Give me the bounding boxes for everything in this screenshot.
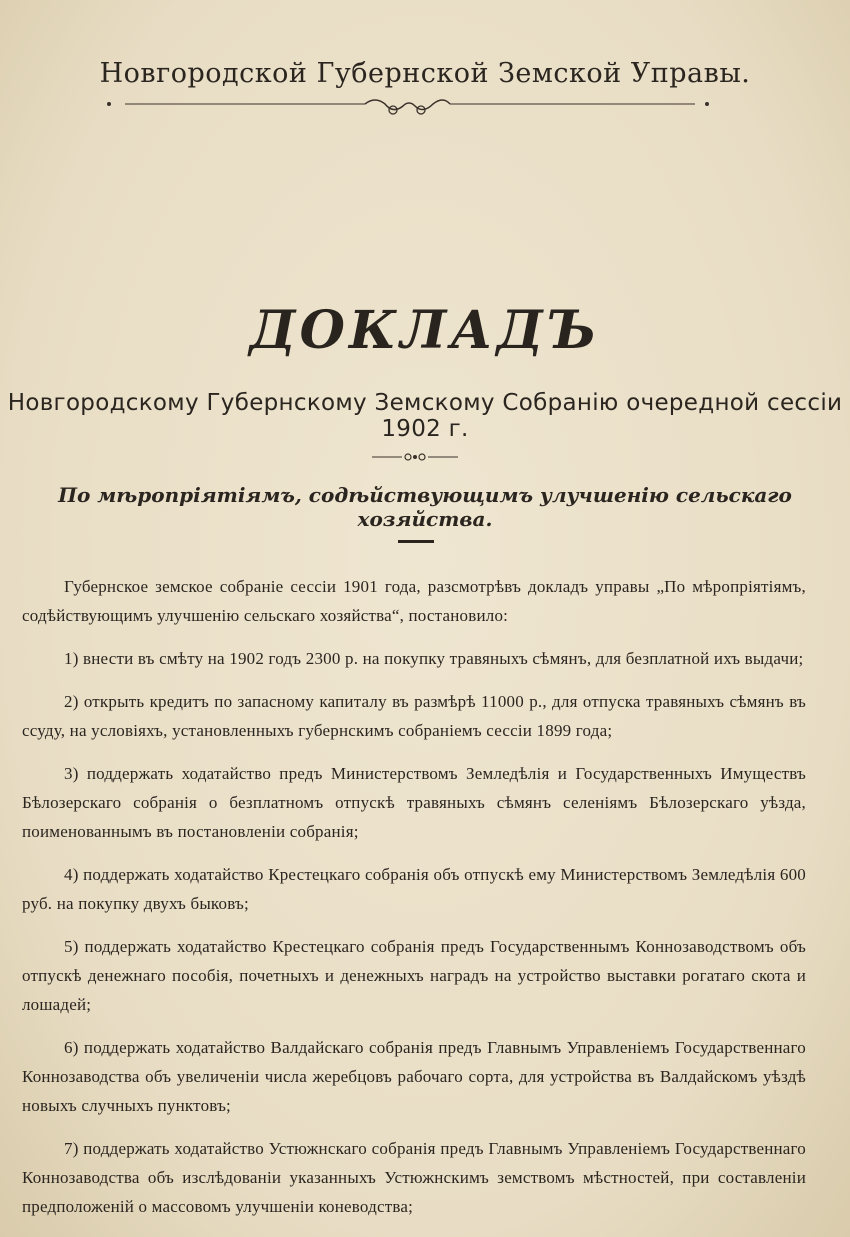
paragraph-item-4: 4) поддержать ходатайство Крестецкаго собранія объ отпускѣ ему Министерствомъ Земледѣлія 600 руб. на покупку двухъ быковъ; — [22, 865, 806, 913]
document-title: ДОКЛАДЪ — [249, 300, 601, 361]
publisher-header: Новгородской Губернской Земской Управы. — [99, 58, 751, 89]
paragraph-item-3: 3) поддержать ходатайство предъ Министерствомъ Земледѣлія и Государственныхъ Имуществъ Бѣлозерскаго собранія о безплатномъ отпускѣ травяныхъ сѣмянъ селеніямъ Бѣлозерскаго уѣзда, поименованнымъ въ постановленіи собранія; — [22, 764, 806, 841]
paragraph-item-1: 1) внести въ смѣту на 1902 годъ 2300 р. на покупку травяныхъ сѣмянъ, для безплатной ихъ выдачи; — [64, 649, 804, 668]
paragraph-item-5: 5) поддержать ходатайство Крестецкаго собранія предъ Государственнымъ Коннозаводствомъ объ отпускѣ денежнаго пособія, почетныхъ и денежныхъ наградъ на устройство выставки рогатаго скота и лошадей; — [22, 937, 806, 1014]
paragraph-item-7: 7) поддержать ходатайство Устюжнскаго собранія предъ Главнымъ Управленіемъ Государственнаго Коннозаводства объ изслѣдованіи указанныхъ Устюжнскимъ земствомъ мѣстностей, при составленіи предположеній о массовомъ улучшеніи коневодства; — [22, 1139, 806, 1216]
paragraph-intro: Губернское земское собраніе сессіи 1901 года, разсмотрѣвъ докладъ управы „По мѣропріятіямъ, содѣйствующимъ улучшенію сельскаго хозяйства“, постановило: — [22, 577, 806, 625]
document-subtitle: Новгородскому Губернскому Земскому Собранію очередной сессіи 1902 г. — [7, 390, 843, 442]
report-topic: По мѣропріятіямъ, содѣйствующимъ улучшенію сельскаго хозяйства. — [58, 483, 792, 531]
section-ornament — [370, 450, 460, 464]
paragraph-item-2: 2) открыть кредитъ по запасному капиталу въ размѣрѣ 11000 р., для отпуска травяныхъ сѣмянъ въ ссуду, на условіяхъ, установленныхъ губернскимъ собраніемъ сессіи 1899 года; — [22, 692, 806, 740]
paragraph-item-6: 6) поддержать ходатайство Валдайскаго собранія предъ Главнымъ Управленіемъ Государственнаго Коннозаводства объ увеличеніи числа жеребцовъ рабочаго сорта, для устройства въ Валдайскомъ уѣздѣ новыхъ случныхъ пунктовъ; — [22, 1038, 806, 1115]
topic-divider — [398, 540, 434, 543]
header-ornament — [95, 96, 720, 118]
report-body — [22, 572, 806, 1235]
